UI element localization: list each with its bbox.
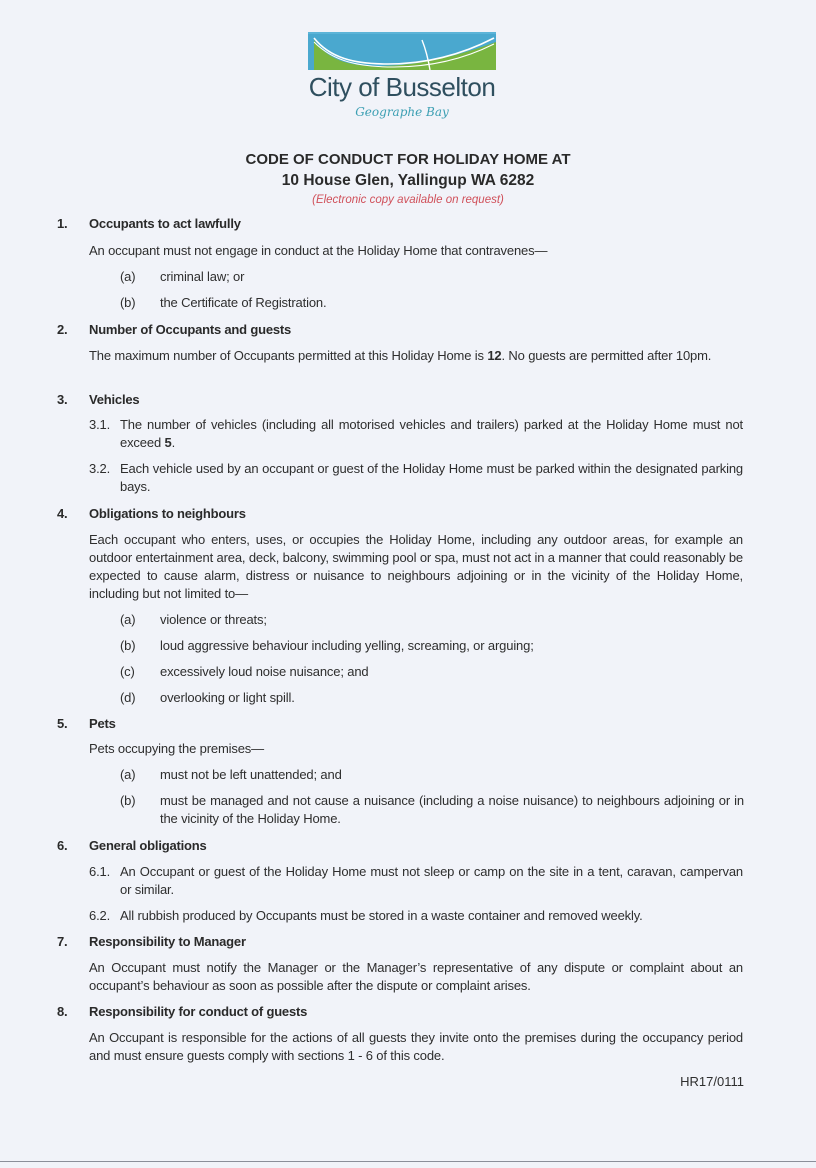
item-label: (a) — [120, 767, 136, 782]
item-label: 3.2. — [89, 461, 111, 476]
section-number: 4. — [57, 506, 68, 521]
section-4-intro: Each occupant who enters, uses, or occupies the Holiday Home, including any outdoor areas, for example an outdoor entertainment area, deck, balcony, swimming pool or spa, must not act in a manner that could reasonably be expected to cause alarm, distress or nuisance to neighbours adjoining or in the vicinity of the Holiday Home, including but not limited to— — [89, 532, 743, 601]
document-reference: HR17/0111 — [680, 1074, 744, 1089]
max-occupants-value: 12 — [487, 348, 502, 363]
title-line-1: CODE OF CONDUCT FOR HOLIDAY HOME AT — [245, 151, 571, 168]
section-title: Vehicles — [89, 392, 140, 407]
item-text: criminal law; or — [160, 269, 245, 284]
electronic-copy-note: (Electronic copy available on request) — [312, 194, 504, 206]
item-text: An Occupant or guest of the Holiday Home must not sleep or camp on the site in a tent, caravan, campervan or similar. — [120, 864, 743, 897]
logo-emblem-icon — [308, 32, 496, 72]
item-label: (d) — [120, 690, 136, 705]
item-text: must not be left unattended; and — [160, 767, 342, 782]
page-bottom-edge — [0, 1161, 816, 1162]
item-text-part: The number of vehicles (including all motorised vehicles and trailers) parked at the Holiday Home must not exceed — [120, 417, 743, 450]
section-5-intro: Pets occupying the premises— — [89, 741, 264, 756]
item-text: Each vehicle used by an occupant or guest of the Holiday Home must be parked within the designated parking bays. — [120, 461, 743, 494]
section-number: 5. — [57, 716, 68, 731]
section-number: 6. — [57, 838, 68, 853]
section-4-heading — [57, 506, 246, 521]
intro-text: The maximum number of Occupants permitted at this Holiday Home is — [89, 348, 488, 363]
item-text: loud aggressive behaviour including yelling, screaming, or arguing; — [160, 638, 534, 653]
section-title: Obligations to neighbours — [89, 506, 246, 521]
section-number: 7. — [57, 934, 68, 949]
item-label: 6.1. — [89, 864, 111, 879]
title-address: 10 House Glen, Yallingup WA 6282 — [281, 172, 535, 189]
item-label: (a) — [120, 612, 136, 627]
section-title: Number of Occupants and guests — [89, 322, 292, 337]
item-text: the Certificate of Registration. — [160, 295, 327, 310]
item-text-part: . — [171, 435, 176, 450]
section-title: Responsibility to Manager — [89, 934, 246, 949]
section-1-heading — [57, 216, 241, 231]
item-label: (c) — [120, 664, 135, 679]
section-6-heading — [57, 838, 207, 853]
item-text: violence or threats; — [160, 612, 267, 627]
section-number: 1. — [57, 216, 68, 231]
city-of-busselton-logo — [308, 32, 496, 119]
item-text: must be managed and not cause a nuisance (including a noise nuisance) to neighbours adjoining or in the vicinity of the Holiday Home. — [160, 793, 744, 826]
section-1-intro: An occupant must not engage in conduct at the Holiday Home that contravenes— — [89, 243, 548, 258]
item-text: excessively loud noise nuisance; and — [160, 664, 369, 679]
item-text: All rubbish produced by Occupants must be stored in a waste container and removed weekly. — [120, 908, 643, 923]
item-label: 3.1. — [89, 417, 111, 432]
section-title: General obligations — [89, 838, 207, 853]
section-title: Occupants to act lawfully — [89, 216, 241, 231]
logo-tagline: Geographe Bay — [355, 105, 449, 119]
intro-text: . No guests are permitted after 10pm. — [501, 348, 712, 363]
section-title: Responsibility for conduct of guests — [89, 1004, 308, 1019]
section-8-intro: An Occupant is responsible for the actions of all guests they invite onto the premises during the occupancy period and must ensure guests comply with sections 1 - 6 of this code. — [89, 1030, 743, 1063]
item-text — [120, 416, 743, 452]
section-2-intro — [89, 347, 743, 365]
logo-name: City of Busselton — [308, 72, 496, 102]
section-3-heading — [57, 392, 139, 407]
section-8-heading — [57, 1004, 307, 1019]
item-label: (b) — [120, 793, 136, 808]
section-7-intro: An Occupant must notify the Manager or the Manager’s representative of any dispute or complaint about an occupant’s behaviour as soon as possible after the dispute or complaint arises. — [89, 960, 743, 993]
item-label: (a) — [120, 269, 136, 284]
item-label: (b) — [120, 295, 136, 310]
section-title: Pets — [89, 716, 116, 731]
item-label: 6.2. — [89, 908, 111, 923]
item-label: (b) — [120, 638, 136, 653]
section-number: 8. — [57, 1004, 68, 1019]
section-7-heading — [57, 934, 246, 949]
section-2-heading — [57, 322, 291, 337]
section-number: 2. — [57, 322, 68, 337]
max-vehicles-value: 5 — [164, 435, 172, 450]
item-text: overlooking or light spill. — [160, 690, 295, 705]
section-5-heading — [57, 716, 116, 731]
document-title — [0, 149, 816, 208]
section-number: 3. — [57, 392, 68, 407]
